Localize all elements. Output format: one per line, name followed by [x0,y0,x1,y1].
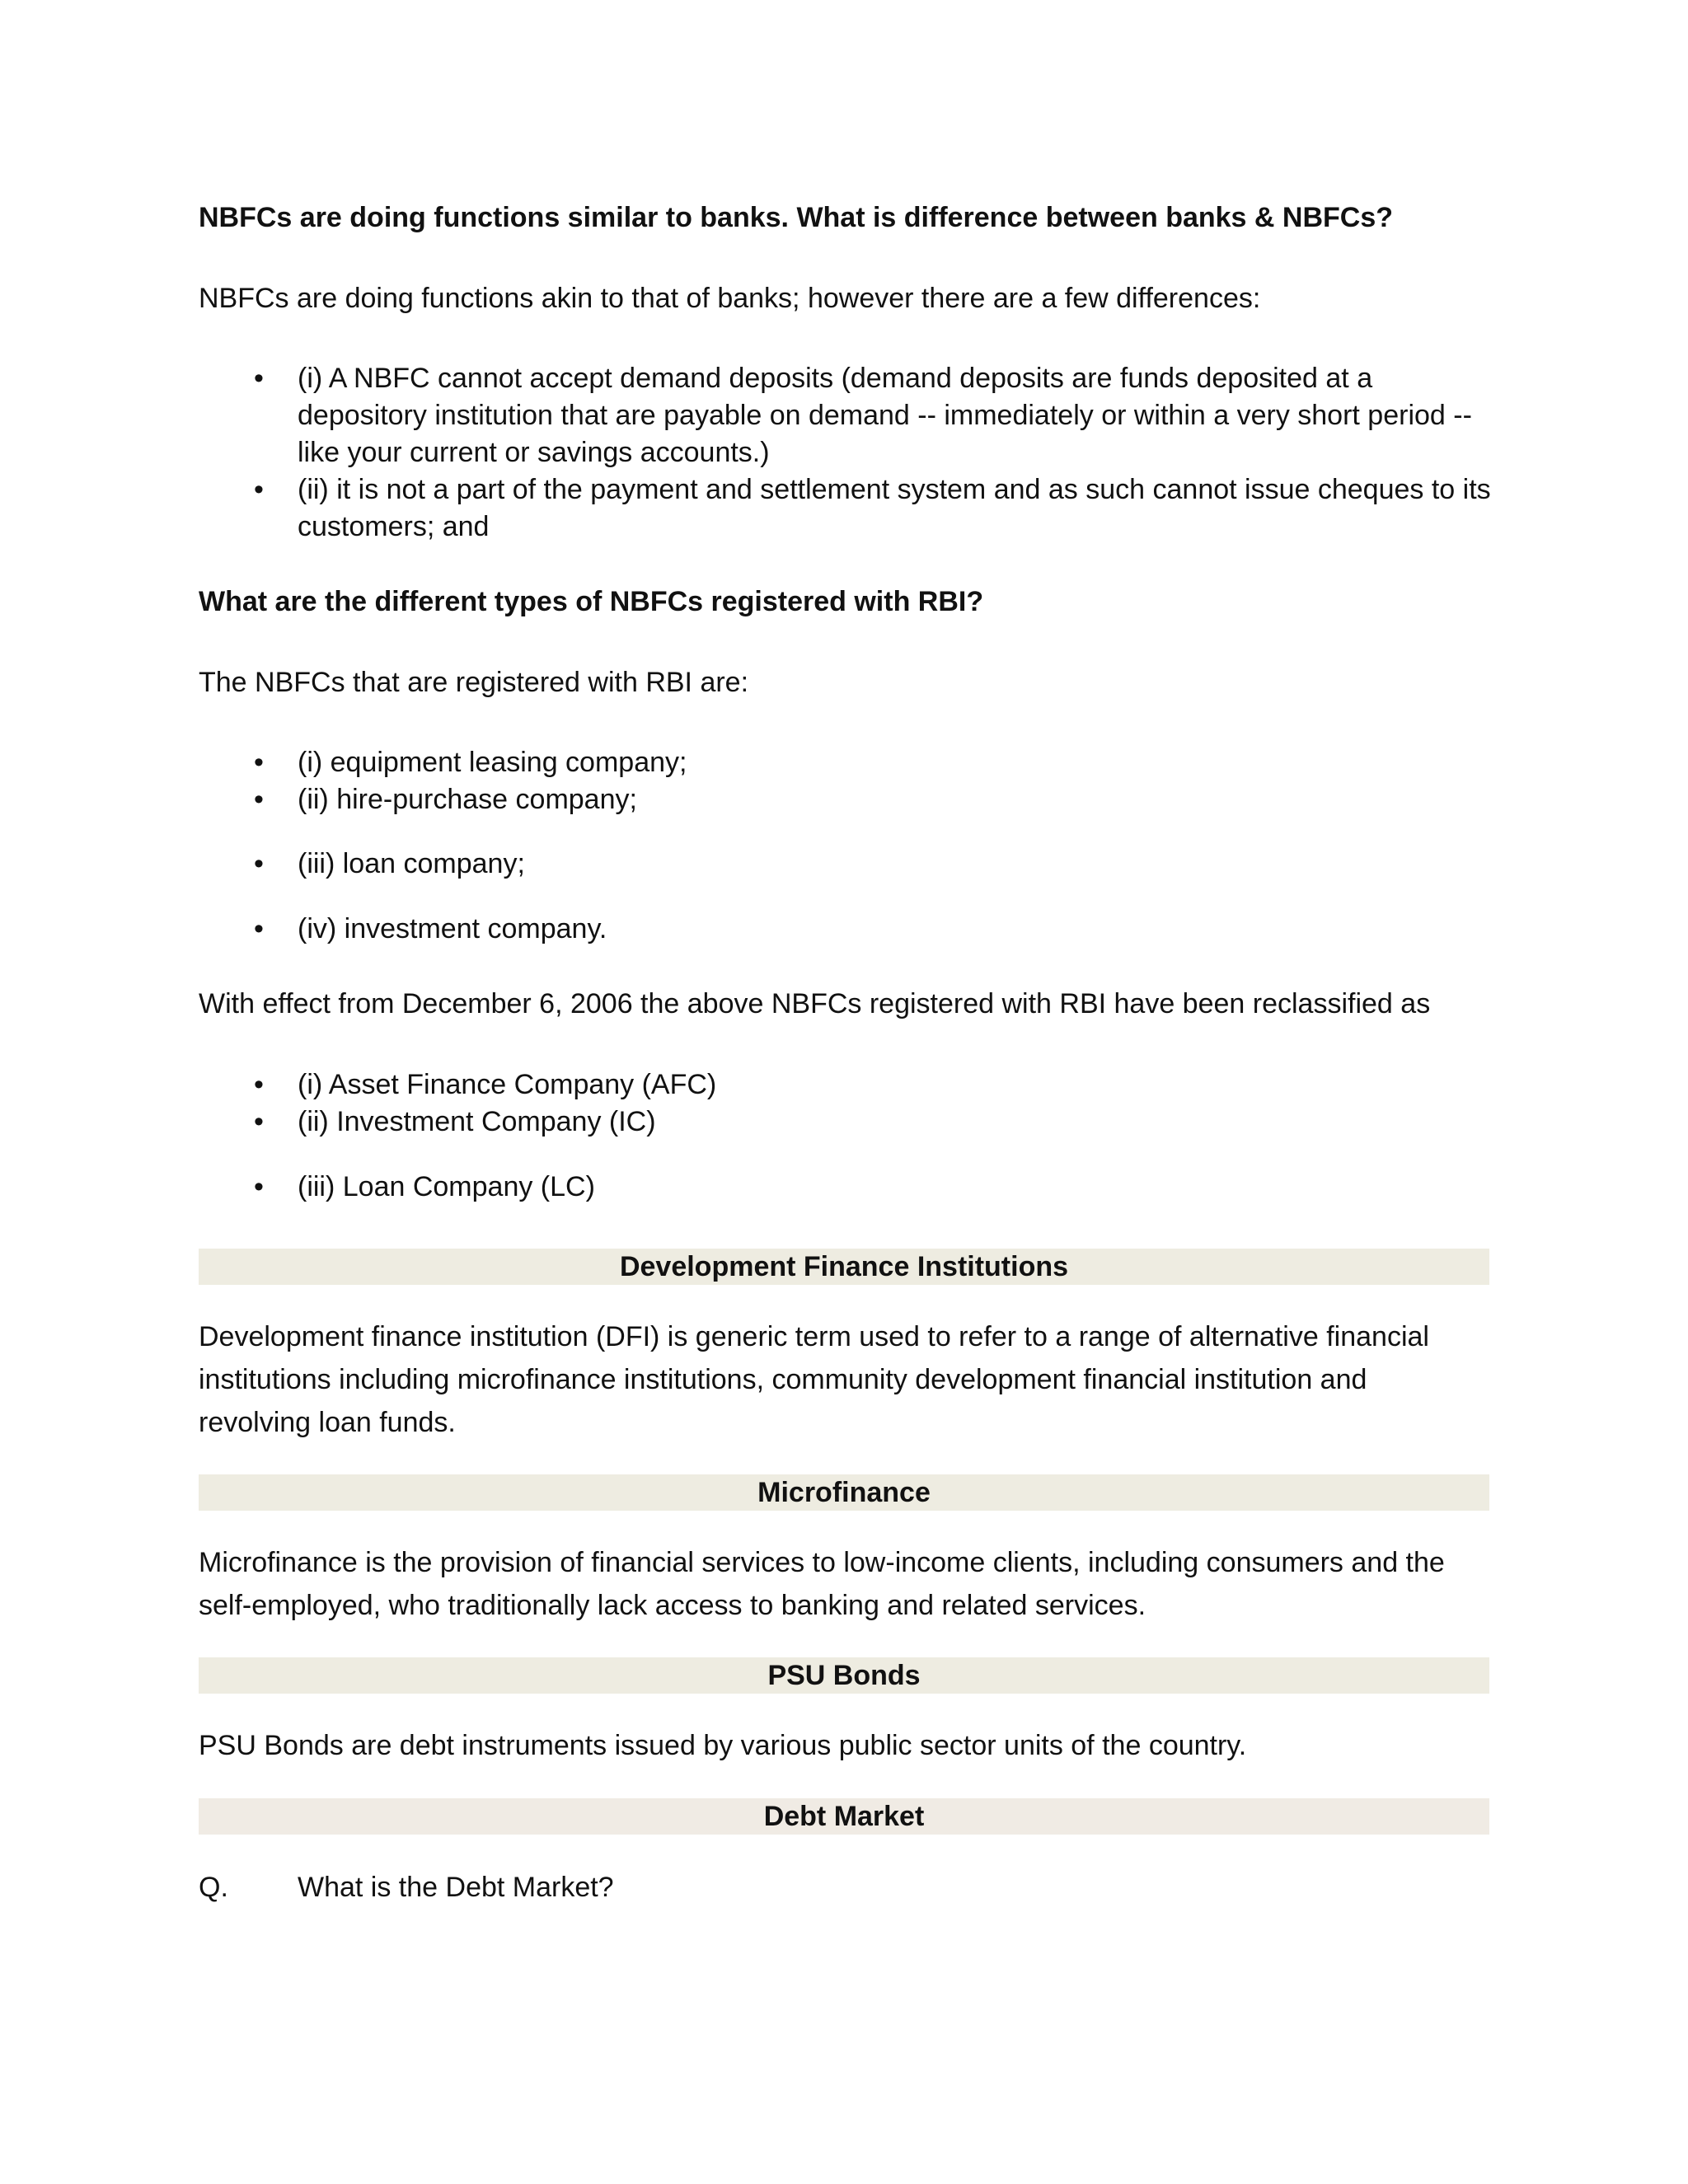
paragraph-line: institutions including microfinance institutions, community development financial institution and [199,1364,1367,1395]
answer-intro-differences: NBFCs are doing functions akin to that of banks; however there are a few differences: [199,283,1261,314]
question-heading-banks-vs-nbfcs: NBFCs are doing functions similar to banks. What is difference between banks & NBFCs? [199,202,1394,233]
list-item-text: (iv) investment company. [298,913,607,944]
paragraph-line: Development finance institution (DFI) is generic term used to refer to a range of alternative financial [199,1321,1429,1352]
question-label: Q. [199,1872,228,1903]
list-item-text: (ii) Investment Company (IC) [298,1106,656,1137]
bullet-icon: • [254,1069,264,1100]
section-header-debt-market: Debt Market [199,1798,1489,1835]
list-item-text: (i) equipment leasing company; [298,747,687,778]
paragraph-line: revolving loan funds. [199,1407,456,1438]
bullet-icon: • [254,1106,264,1137]
section-header-dfi: Development Finance Institutions [199,1249,1489,1285]
reclassification-intro: With effect from December 6, 2006 the above NBFCs registered with RBI have been reclassified as [199,988,1431,1019]
list-item-text: (i) A NBFC cannot accept demand deposits (demand deposits are funds deposited at a [298,363,1373,394]
paragraph-dfi [199,1315,1489,1444]
paragraph-psu-bonds [199,1724,1489,1767]
paragraph-line: PSU Bonds are debt instruments issued by various public sector units of the country. [199,1730,1247,1761]
document-page [199,0,1489,2184]
bullet-icon: • [254,363,264,394]
answer-intro-nbfc-types: The NBFCs that are registered with RBI are: [199,667,749,698]
paragraph-line: Microfinance is the provision of financial services to low-income clients, including consumers and the [199,1547,1445,1578]
list-item-text: like your current or savings accounts.) [298,437,770,468]
bullet-icon: • [254,747,264,778]
list-item-text: depository institution that are payable on demand -- immediately or within a very short period -- [298,400,1472,431]
bullet-icon: • [254,474,264,505]
list-item-text: (iii) loan company; [298,848,525,879]
bullet-icon: • [254,848,264,879]
section-header-psu-bonds: PSU Bonds [199,1657,1489,1694]
paragraph-line: self-employed, who traditionally lack access to banking and related services. [199,1590,1146,1621]
paragraph-microfinance [199,1541,1489,1627]
list-item-text: (ii) it is not a part of the payment and settlement system and as such cannot issue cheques to its [298,474,1491,505]
bullet-icon: • [254,784,264,815]
list-item-text: (i) Asset Finance Company (AFC) [298,1069,717,1100]
list-item-text: customers; and [298,511,490,542]
list-item-text: (iii) Loan Company (LC) [298,1171,595,1202]
bullet-icon: • [254,913,264,944]
list-item-text: (ii) hire-purchase company; [298,784,637,815]
bullet-icon: • [254,1171,264,1202]
question-text: What is the Debt Market? [298,1872,614,1903]
question-heading-nbfc-types: What are the different types of NBFCs registered with RBI? [199,586,984,617]
section-header-microfinance: Microfinance [199,1474,1489,1511]
